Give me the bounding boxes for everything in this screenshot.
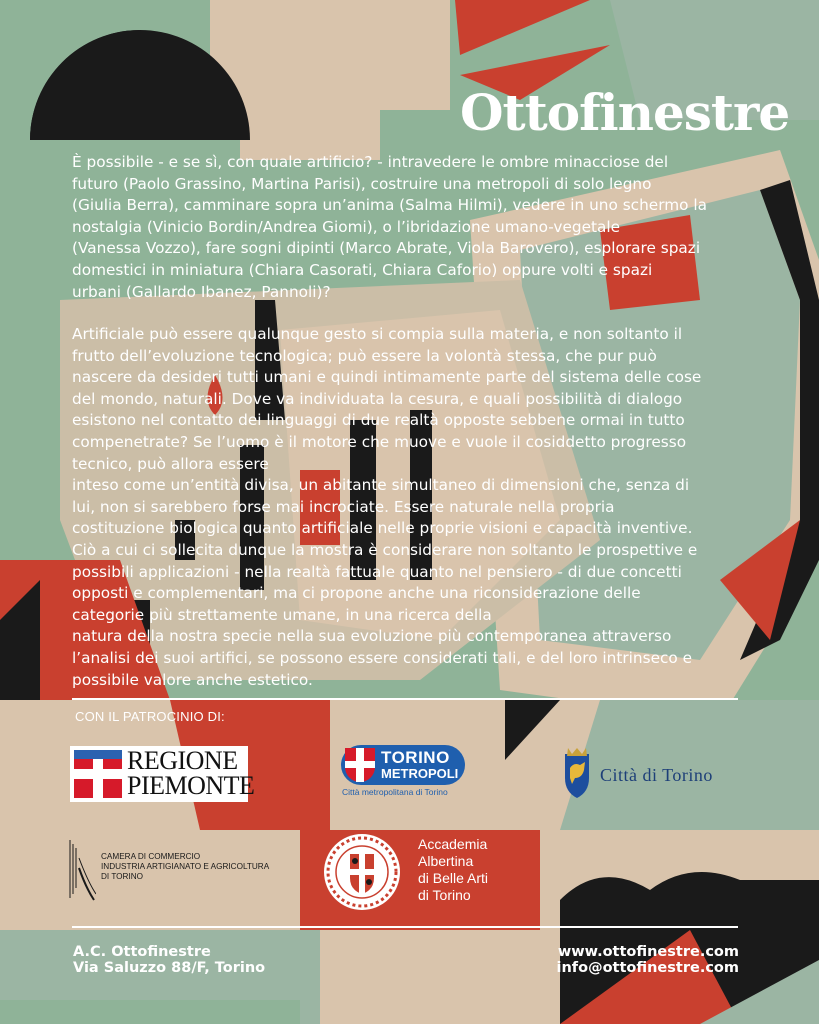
torino-metropoli-shield-icon (345, 748, 375, 782)
org-name: A.C. Ottofinestre (73, 944, 211, 960)
divider (72, 698, 738, 700)
paragraph-line: Artificiale può essere qualunque gesto si compia sulla materia, e non soltanto il (72, 325, 683, 343)
camera-line1: CAMERA DI COMMERCIO (101, 852, 201, 861)
paragraph-line: costituzione biologica quanto artificiale nelle proprie visioni e capacità inventive. (72, 519, 693, 538)
camera-di-commercio-logo[interactable] (66, 838, 286, 904)
paragraph-line: l’analisi dei suoi artifici, se possono essere considerati tali, e del loro intrinseco e (72, 648, 693, 667)
paragraph-line: inteso come un’entità divisa, un abitante simultaneo di dimensioni che, senza di (72, 476, 690, 495)
regione-line1: REGIONE (127, 746, 238, 775)
accademia-seal-icon (322, 832, 402, 912)
paragraph-line: del mondo, naturali. Dove va individuata la cesura, e quali possibilità di dialogo (72, 389, 683, 408)
metropoli-line2: METROPOLI (381, 766, 459, 781)
paragraph-line: lui, non si sarebbero forse mai incrociate. Essere naturale nella propria (72, 497, 615, 516)
accademia-line2: Albertina (418, 853, 474, 869)
patronage-label: CON IL PATROCINIO DI: (75, 709, 225, 724)
paragraph-line: possibile valore anche estetico. (72, 670, 313, 689)
piemonte-flag-icon (74, 750, 122, 798)
paragraph-line: natura della nostra specie nella sua evoluzione più contemporanea attraverso (72, 627, 672, 646)
paragraph-line: opposti e complementari, ma ci propone anche una riconsiderazione delle (72, 584, 641, 603)
paragraph-line: domestici in miniatura (Chiara Casorati, Chiara Caforio) oppure volti e spazi (72, 260, 653, 279)
footer-contacts (557, 944, 739, 976)
camera-line3: DI TORINO (101, 872, 144, 881)
paragraph-line: (Giulia Berra), camminare sopra un’anima (Salma Hilmi), vedere in uno schermo la (72, 196, 707, 215)
paragraph-line: nostalgia (Vinicio Bordin/Andrea Giomi), o l’ibridazione umano-vegetale (72, 217, 621, 236)
citta-di-torino-logo[interactable] (560, 748, 740, 804)
regione-line2: PIEMONTE (127, 771, 255, 800)
camera-line2: INDUSTRIA ARTIGIANATO E AGRICOLTURA (101, 862, 270, 871)
accademia-albertina-logo[interactable] (322, 832, 522, 912)
body-paragraph (72, 324, 752, 691)
divider (72, 926, 738, 928)
paragraph-line: possibili applicazioni - nella realtà fattuale quanto nel pensiero - di due concetti (72, 562, 682, 581)
street-address: Via Saluzzo 88/F, Torino (73, 960, 266, 976)
paragraph-line: Ciò a cui ci sollecita dunque la mostra è considerare non soltanto le prospettive e (72, 540, 698, 559)
torino-metropoli-logo[interactable] (341, 745, 469, 801)
metropoli-caption: Città metropolitana di Torino (342, 787, 448, 797)
paragraph-line: compenetrate? Se l’uomo è il motore che muove e vuole il cosiddetto progresso (72, 432, 687, 451)
regione-piemonte-logo[interactable] (70, 746, 255, 802)
email-link[interactable]: info@ottofinestre.com (556, 960, 739, 976)
accademia-line1: Accademia (418, 836, 488, 852)
accademia-line4: di Torino (418, 887, 471, 903)
paragraph-line: categorie più strettamente umane, in una ricerca della (72, 605, 492, 624)
paragraph-line: esistono nel contatto dei linguaggi di due realtà opposte sebbene ormai in tutto (72, 411, 685, 430)
website-link[interactable]: www.ottofinestre.com (557, 944, 739, 960)
paragraph-line: urbani (Gallardo Ibanez, Pannoli)? (72, 282, 331, 301)
accademia-line3: di Belle Arti (418, 870, 489, 886)
brand-title: Ottofinestre (460, 83, 790, 142)
torino-bull-crest-icon (560, 748, 594, 800)
paragraph-line: (Vanessa Vozzo), fare sogni dipinti (Marco Abrate, Viola Barovero), esplorare spazi (72, 239, 701, 258)
paragraph-line: tecnico, può allora essere (72, 454, 269, 473)
footer-address (73, 944, 265, 976)
camera-commercio-mark-icon (66, 838, 96, 902)
citta-text: Città di Torino (600, 765, 713, 785)
paragraph-line: È possibile - e se sì, con quale artificio? - intravedere le ombre minacciose del (72, 153, 669, 171)
metropoli-line1: TORINO (381, 748, 450, 767)
paragraph-line: futuro (Paolo Grassino, Martina Parisi), costruire una metropoli di solo legno (72, 174, 652, 193)
paragraph-line: nascere da desideri tutti umani e quindi intimamente parte del sistema delle cose (72, 368, 702, 387)
intro-paragraph (72, 152, 752, 303)
paragraph-line: frutto dell’evoluzione tecnologica; può essere la volontà stessa, che pur può (72, 346, 657, 365)
